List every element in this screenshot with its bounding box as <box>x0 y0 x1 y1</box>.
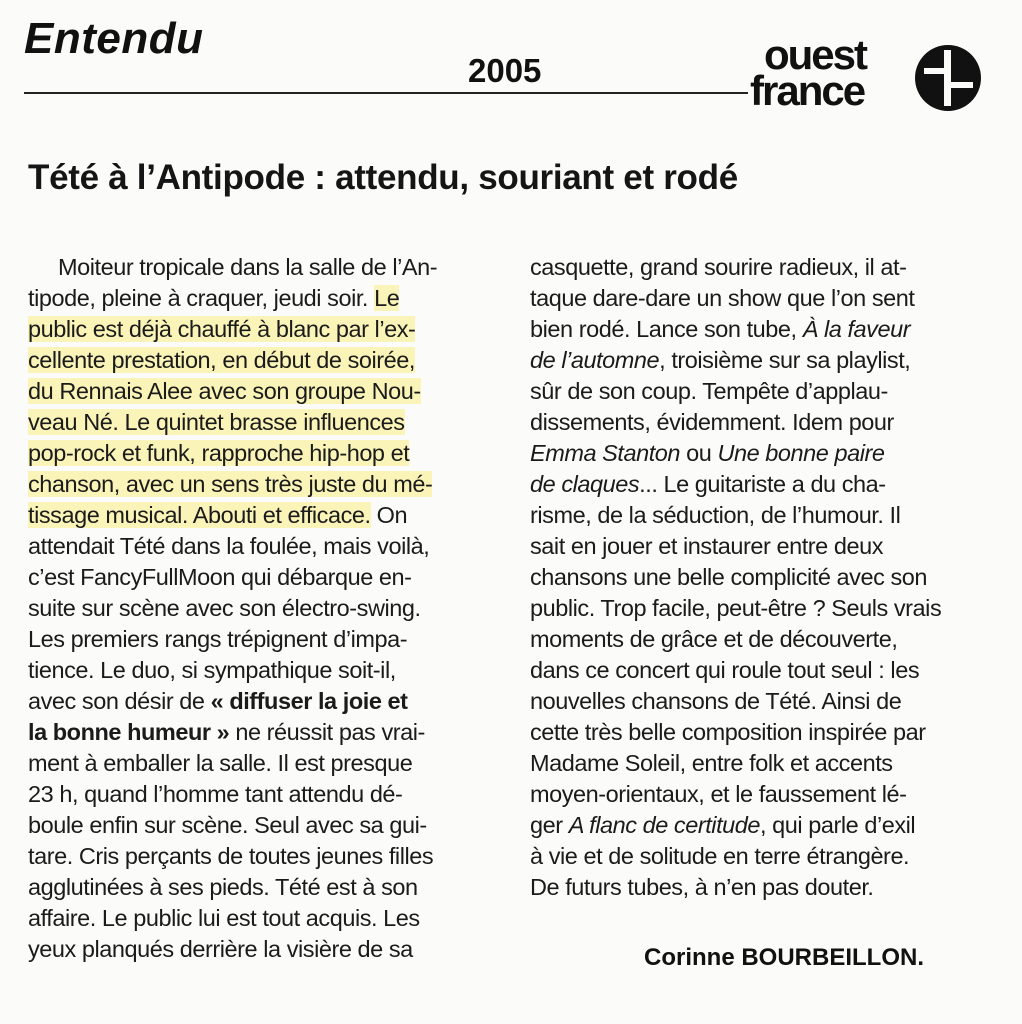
text-line <box>28 841 498 872</box>
text-line <box>28 283 498 314</box>
logo-word-ouest: ouest <box>764 31 867 78</box>
highlighted-text: tissage musical. Abouti et efficace. <box>28 502 371 528</box>
masthead <box>0 0 1022 130</box>
text-line <box>530 562 1000 593</box>
text-line <box>28 624 498 655</box>
text-segment: cette très belle composition inspirée par <box>530 719 926 745</box>
highlighted-text: cellente prestation, en début de soirée, <box>28 347 415 373</box>
text-segment: Madame Soleil, entre folk et accents <box>530 750 893 776</box>
bold-quote: « diffuser la joie et <box>210 688 408 714</box>
text-segment: ment à emballer la salle. Il est presque <box>28 750 413 776</box>
text-segment: moments de grâce et de découverte, <box>530 626 898 652</box>
text-segment: Moiteur tropicale dans la salle de l’An- <box>58 254 438 280</box>
text-segment: public. Trop facile, peut-être ? Seuls vrais <box>530 595 942 621</box>
highlighted-text: public est déjà chauffé à blanc par l’ex- <box>28 316 416 342</box>
text-line <box>28 562 498 593</box>
italic-title: A flanc de certitude <box>568 812 761 838</box>
text-segment: agglutinées à ses pieds. Tété est à son <box>28 874 418 900</box>
text-segment: à vie et de solitude en terre étrangère. <box>530 843 910 869</box>
text-segment: Les premiers rangs trépignent d’impa- <box>28 626 408 652</box>
article-column-right <box>530 252 1000 903</box>
text-line <box>28 748 498 779</box>
author-signature: Corinne BOURBEILLON. <box>644 944 924 971</box>
text-segment: , troisième sur sa playlist, <box>659 347 911 373</box>
logo-emblem-icon <box>914 44 982 112</box>
text-line <box>530 314 1000 345</box>
text-segment: ... Le guitariste a du cha- <box>639 471 886 497</box>
text-segment: ou <box>680 440 718 466</box>
text-line <box>530 686 1000 717</box>
text-line <box>28 655 498 686</box>
text-segment: boule enfin sur scène. Seul avec sa gui- <box>28 812 427 838</box>
text-line <box>530 810 1000 841</box>
text-line <box>530 252 1000 283</box>
italic-title: Une bonne paire <box>717 440 885 466</box>
text-segment: dissements, évidemment. Idem pour <box>530 409 894 435</box>
text-line <box>28 345 498 376</box>
text-line <box>28 531 498 562</box>
text-line <box>530 438 1000 469</box>
text-segment: ger <box>530 812 569 838</box>
text-segment: affaire. Le public lui est tout acquis. Les <box>28 905 420 931</box>
text-segment: On <box>370 502 408 528</box>
text-line <box>28 686 498 717</box>
text-segment: taque dare-dare un show que l’on sent <box>530 285 915 311</box>
text-line <box>530 376 1000 407</box>
text-line <box>28 469 498 500</box>
text-line <box>28 252 498 283</box>
text-segment: suite sur scène avec son électro-swing. <box>28 595 421 621</box>
highlighted-text: veau Né. Le quintet brasse influences <box>28 409 405 435</box>
bold-quote: la bonne humeur » <box>28 719 230 745</box>
logo-word-france: france <box>750 67 865 114</box>
text-line <box>530 748 1000 779</box>
text-line <box>28 314 498 345</box>
section-rubric: Entendu <box>24 14 204 63</box>
text-line <box>28 934 498 965</box>
italic-title: À la faveur <box>802 316 911 342</box>
text-segment: moyen-orientaux, et le faussement lé- <box>530 781 907 807</box>
text-line <box>530 841 1000 872</box>
text-segment: De futurs tubes, à n’en pas douter. <box>530 874 874 900</box>
italic-title: de claques <box>530 471 640 497</box>
text-line <box>530 469 1000 500</box>
text-line <box>530 717 1000 748</box>
italic-title: Emma Stanton <box>530 440 681 466</box>
text-segment: risme, de la séduction, de l’humour. Il <box>530 502 901 528</box>
text-line <box>28 872 498 903</box>
text-line <box>530 655 1000 686</box>
text-segment: , qui parle d’exil <box>760 812 916 838</box>
text-line <box>28 717 498 748</box>
text-segment: casquette, grand sourire radieux, il at- <box>530 254 907 280</box>
text-segment: yeux planqués derrière la visière de sa <box>28 936 413 962</box>
text-segment: chansons une belle complicité avec son <box>530 564 928 590</box>
text-segment: tipode, pleine à craquer, jeudi soir. <box>28 285 375 311</box>
text-segment: tare. Cris perçants de toutes jeunes filles <box>28 843 434 869</box>
text-line <box>28 438 498 469</box>
ouest-france-logo <box>748 31 988 116</box>
text-line <box>28 376 498 407</box>
year-label: 2005 <box>468 52 542 89</box>
text-line <box>530 779 1000 810</box>
text-segment: c’est FancyFullMoon qui débarque en- <box>28 564 412 590</box>
highlighted-text: pop-rock et funk, rapproche hip-hop et <box>28 440 410 466</box>
highlighted-text: Le <box>374 285 400 311</box>
text-line <box>530 531 1000 562</box>
text-line <box>530 872 1000 903</box>
text-line <box>28 500 498 531</box>
text-line <box>530 500 1000 531</box>
text-segment: dans ce concert qui roule tout seul : les <box>530 657 920 683</box>
text-segment: avec son désir de <box>28 688 211 714</box>
text-line <box>28 593 498 624</box>
highlighted-text: du Rennais Alee avec son groupe Nou- <box>28 378 421 404</box>
italic-title: de l’automne <box>530 347 660 373</box>
highlighted-text: chanson, avec un sens très juste du mé- <box>28 471 433 497</box>
text-segment: tience. Le duo, si sympathique soit-il, <box>28 657 396 683</box>
article-headline: Tété à l’Antipode : attendu, souriant et rodé <box>28 158 738 197</box>
text-line <box>28 903 498 934</box>
text-line <box>530 624 1000 655</box>
article-column-left <box>28 252 498 965</box>
text-segment: attendait Tété dans la foulée, mais voilà, <box>28 533 430 559</box>
text-line <box>28 407 498 438</box>
text-segment: nouvelles chansons de Tété. Ainsi de <box>530 688 902 714</box>
text-segment: sûr de son coup. Tempête d’applau- <box>530 378 888 404</box>
text-segment: ne réussit pas vrai- <box>229 719 425 745</box>
text-line <box>530 283 1000 314</box>
header-rule <box>24 92 748 94</box>
text-segment: bien rodé. Lance son tube, <box>530 316 803 342</box>
text-line <box>28 779 498 810</box>
text-line <box>530 407 1000 438</box>
text-segment: sait en jouer et instaurer entre deux <box>530 533 884 559</box>
text-segment: 23 h, quand l’homme tant attendu dé- <box>28 781 403 807</box>
text-line <box>530 593 1000 624</box>
text-line <box>28 810 498 841</box>
text-line <box>530 345 1000 376</box>
